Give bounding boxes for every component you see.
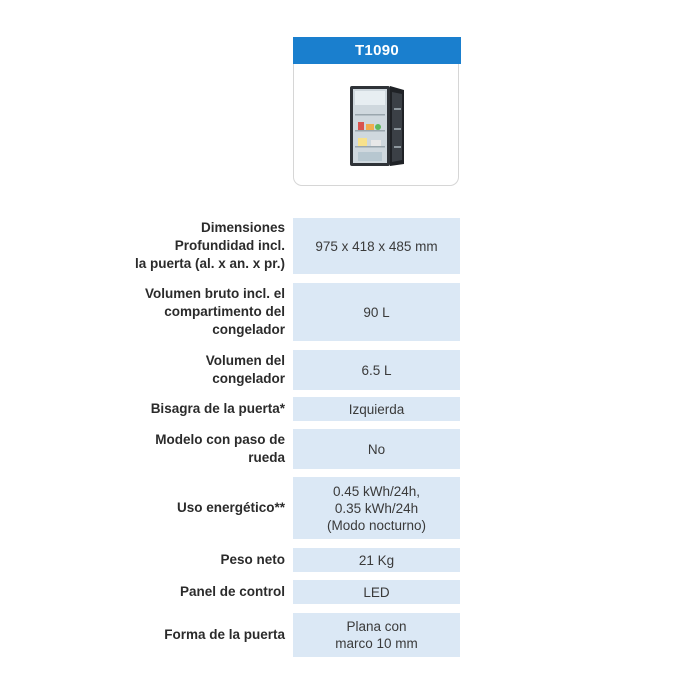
- spec-row-door-hinge: [0, 397, 700, 421]
- spec-row-freezer-volume: [0, 350, 700, 390]
- spec-value: 21 Kg: [293, 548, 460, 572]
- spec-row-energy-use: [0, 477, 700, 539]
- spec-value: Izquierda: [293, 397, 460, 421]
- spec-row-wheel-arch: [0, 429, 700, 469]
- spec-label: Dimensiones Profundidad incl. la puerta (al. x an. x pr.): [134, 220, 285, 271]
- spec-value: Plana con marco 10 mm: [293, 613, 460, 657]
- spec-row-door-shape: [0, 613, 700, 657]
- spec-label: Forma de la puerta: [164, 627, 285, 642]
- spec-label: Peso neto: [220, 552, 285, 567]
- spec-row-gross-volume: [0, 283, 700, 341]
- spec-label: Uso energético**: [176, 500, 285, 515]
- spec-label: Volumen bruto incl. el compartimento del congelador: [144, 286, 285, 337]
- spec-value: 6.5 L: [293, 350, 460, 390]
- refrigerator-icon: [346, 84, 408, 170]
- spec-value: 90 L: [293, 283, 460, 341]
- spec-label: Panel de control: [179, 584, 285, 599]
- spec-value: 0.45 kWh/24h, 0.35 kWh/24h (Modo nocturno): [293, 477, 460, 539]
- spec-row-net-weight: [0, 548, 700, 572]
- spec-row-dimensions: [0, 218, 700, 274]
- spec-label: Bisagra de la puerta*: [150, 401, 285, 416]
- spec-value: LED: [293, 580, 460, 604]
- spec-label: Modelo con paso de rueda: [155, 432, 285, 465]
- product-model-header: T1090: [293, 37, 461, 64]
- spec-value: No: [293, 429, 460, 469]
- spec-label: Volumen del congelador: [205, 353, 285, 386]
- spec-row-control-panel: [0, 580, 700, 604]
- product-card: [293, 37, 459, 186]
- spec-value: 975 x 418 x 485 mm: [293, 218, 460, 274]
